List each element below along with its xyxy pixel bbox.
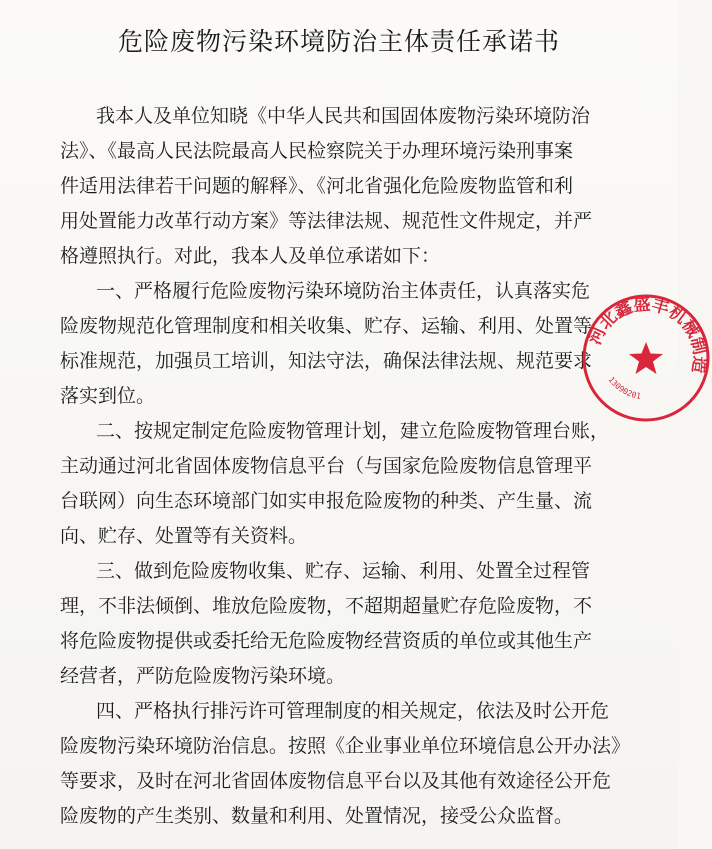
paragraph-line: 险废物的产生类别、数量和利用、处置情况，接受公众监督。 (60, 805, 574, 827)
paragraph-line: 主动通过河北省固体废物信息平台（与国家危险废物信息管理平 (60, 455, 593, 477)
paragraph-line: 三、做到危险废物收集、贮存、运输、利用、处置全过程管 (96, 560, 591, 582)
star-icon (629, 342, 663, 374)
paragraph-line: 等要求，及时在河北省固体废物信息平台以及其他有效途径公开危 (60, 770, 612, 792)
seal-arc-text: 河北鑫盛丰机械制造 (585, 294, 710, 375)
paragraph-line: 格遵照执行。对此，我本人及单位承诺如下： (60, 245, 441, 267)
paragraph-line: 险废物规范化管理制度和相关收集、贮存、运输、利用、处置等 (60, 315, 593, 337)
paragraph-line: 标准规范，加强员工培训，知法守法，确保法律法规、规范要求 (60, 350, 593, 372)
paragraph-line: 将危险废物提供或委托给无危险废物经营资质的单位或其他生产 (60, 630, 593, 652)
paragraph-line: 落实到位。 (60, 385, 156, 407)
paragraph-line: 法》、《最高人民法院最高人民检察院关于办理环境污染刑事案 (60, 140, 574, 162)
document-title: 危险废物污染环境防治主体责任承诺书 (117, 27, 560, 56)
paragraph-line: 我本人及单位知晓《中华人民共和国固体废物污染环境防治 (96, 105, 591, 127)
paragraph-line: 四、严格执行排污许可管理制度的相关规定，依法及时公开危 (96, 700, 610, 722)
paragraph-line: 险废物污染环境防治信息。按照《企业事业单位环境信息公开办法》 (60, 735, 631, 757)
paragraph-line: 理，不非法倾倒、堆放危险废物，不超期超量贮存危险废物，不 (60, 595, 593, 617)
paragraph-line: 向、贮存、处置等有关资料。 (60, 525, 308, 547)
paragraph-line: 经营者，严防危险废物污染环境。 (60, 665, 346, 687)
paragraph-line: 用处置能力改革行动方案》等法律法规、规范性文件规定，并严 (60, 210, 593, 232)
seal-number: 13090201 (606, 375, 642, 401)
paragraph-line: 台联网）向生态环境部门如实申报危险废物的种类、产生量、流 (60, 490, 593, 512)
paragraph-line: 件适用法律若干问题的解释》、《河北省强化危险废物监管和利 (60, 175, 574, 197)
company-seal (580, 292, 712, 424)
paragraph-line: 二、按规定制定危险废物管理计划，建立危险废物管理台账， (96, 420, 610, 442)
paragraph-line: 一、严格履行危险废物污染环境防治主体责任，认真落实危 (96, 280, 591, 302)
